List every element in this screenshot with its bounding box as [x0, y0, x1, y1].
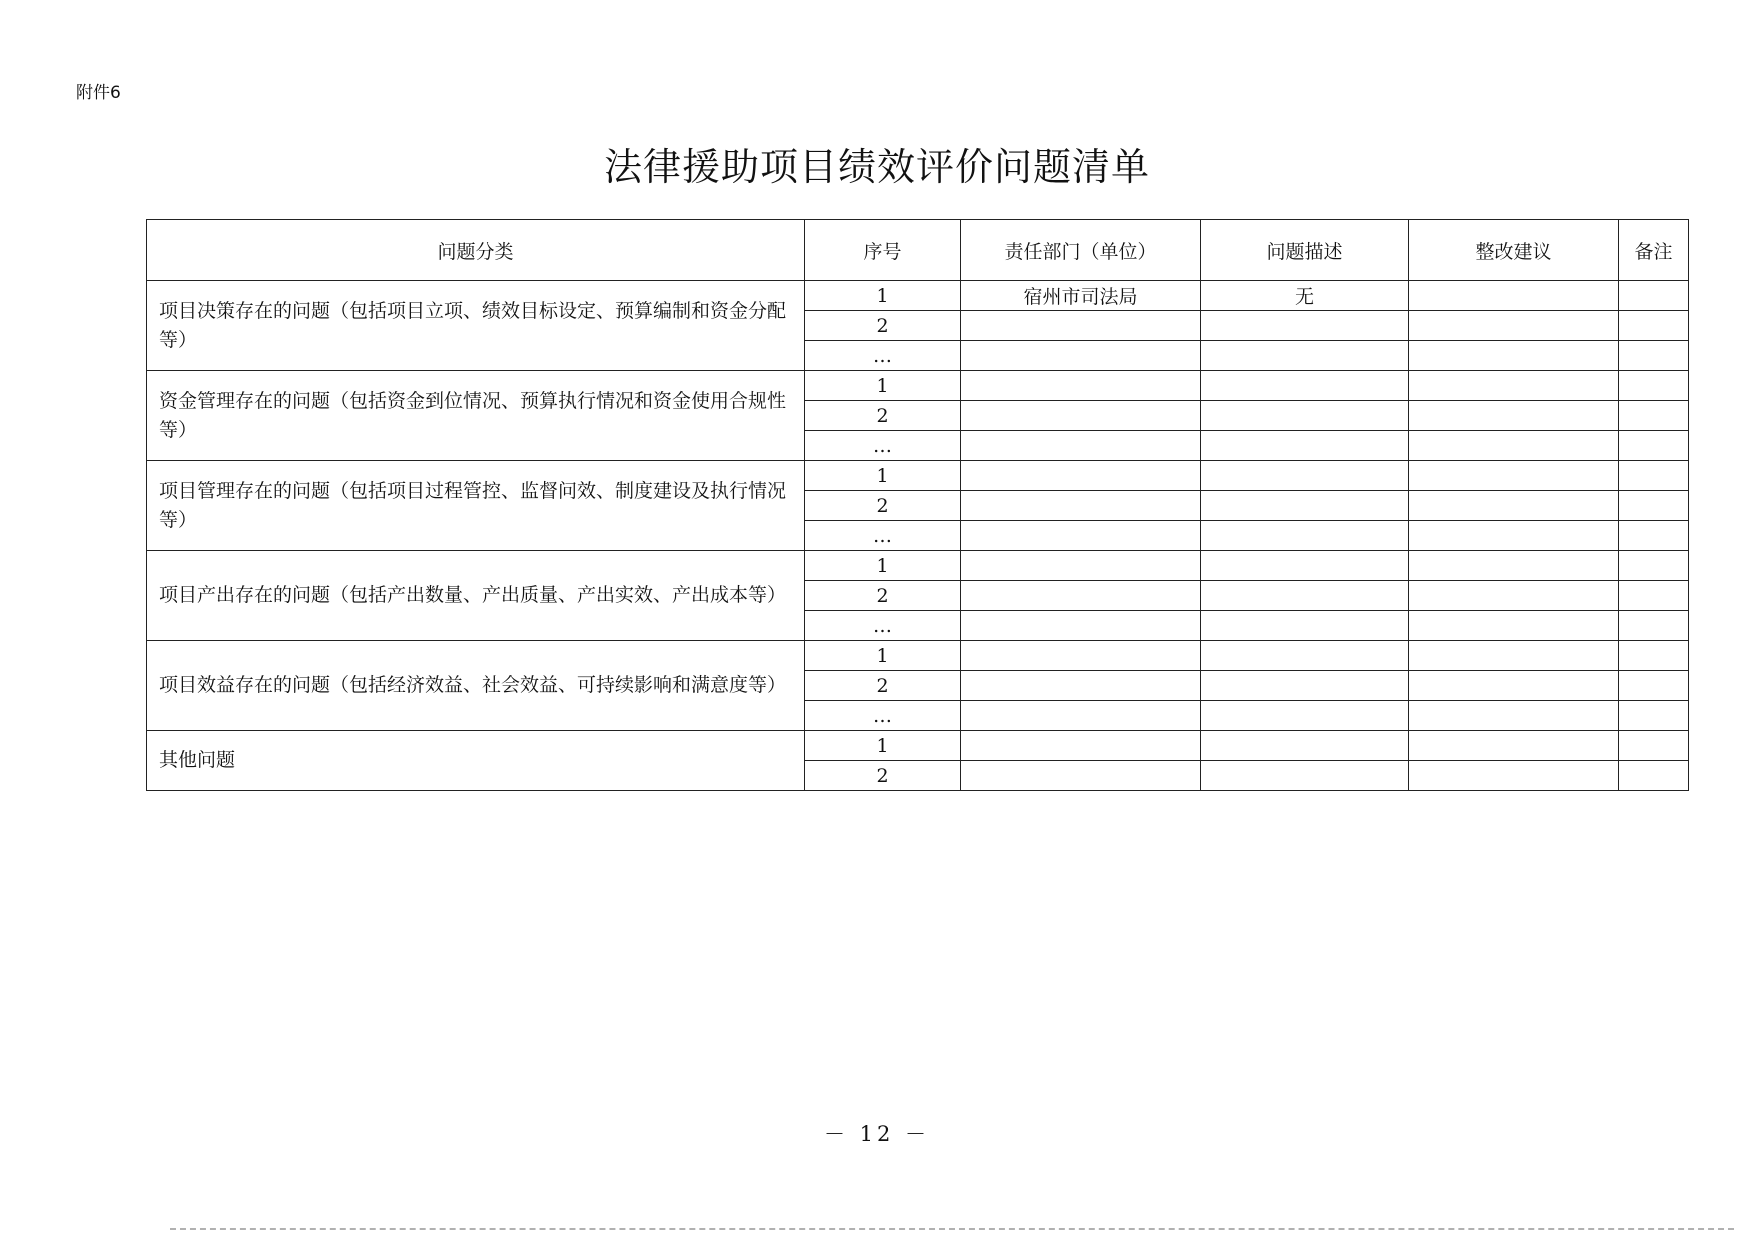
remark-cell	[1619, 761, 1689, 791]
suggestion-cell	[1409, 701, 1619, 731]
table-row	[147, 371, 1689, 401]
remark-cell	[1619, 311, 1689, 341]
table-row	[147, 551, 1689, 581]
seq-cell: 2	[805, 671, 961, 701]
table-header-row	[147, 220, 1689, 281]
suggestion-cell	[1409, 761, 1619, 791]
table-body	[147, 281, 1689, 791]
seq-cell: …	[805, 431, 961, 461]
header-seq: 序号	[805, 220, 961, 281]
department-cell	[961, 701, 1201, 731]
department-cell	[961, 311, 1201, 341]
header-remark: 备注	[1619, 220, 1689, 281]
department-cell	[961, 581, 1201, 611]
department-cell	[961, 671, 1201, 701]
seq-cell: …	[805, 701, 961, 731]
seq-cell: 1	[805, 731, 961, 761]
seq-cell: 2	[805, 761, 961, 791]
page-number: － 12 －	[823, 1122, 931, 1146]
header-department: 责任部门（单位）	[961, 220, 1201, 281]
suggestion-cell	[1409, 461, 1619, 491]
description-cell	[1201, 461, 1409, 491]
seq-cell: 1	[805, 461, 961, 491]
department-cell	[961, 341, 1201, 371]
description-cell	[1201, 311, 1409, 341]
suggestion-cell	[1409, 671, 1619, 701]
suggestion-cell	[1409, 641, 1619, 671]
suggestion-cell	[1409, 311, 1619, 341]
description-cell	[1201, 341, 1409, 371]
remark-cell	[1619, 551, 1689, 581]
table-row	[147, 641, 1689, 671]
department-cell	[961, 761, 1201, 791]
department-cell	[961, 551, 1201, 581]
category-cell: 项目效益存在的问题（包括经济效益、社会效益、可持续影响和满意度等）	[147, 641, 805, 731]
header-suggestion: 整改建议	[1409, 220, 1619, 281]
seq-cell: …	[805, 341, 961, 371]
suggestion-cell	[1409, 551, 1619, 581]
department-cell	[961, 731, 1201, 761]
remark-cell	[1619, 431, 1689, 461]
category-cell: 项目管理存在的问题（包括项目过程管控、监督问效、制度建设及执行情况等）	[147, 461, 805, 551]
remark-cell	[1619, 641, 1689, 671]
suggestion-cell	[1409, 431, 1619, 461]
suggestion-cell	[1409, 581, 1619, 611]
issues-table	[146, 219, 1689, 791]
seq-cell: 1	[805, 281, 961, 311]
description-cell	[1201, 551, 1409, 581]
seq-cell: 2	[805, 401, 961, 431]
remark-cell	[1619, 371, 1689, 401]
category-cell: 项目产出存在的问题（包括产出数量、产出质量、产出实效、产出成本等）	[147, 551, 805, 641]
remark-cell	[1619, 491, 1689, 521]
remark-cell	[1619, 281, 1689, 311]
description-cell	[1201, 731, 1409, 761]
seq-cell: 1	[805, 371, 961, 401]
suggestion-cell	[1409, 281, 1619, 311]
category-cell: 项目决策存在的问题（包括项目立项、绩效目标设定、预算编制和资金分配等）	[147, 281, 805, 371]
department-cell	[961, 611, 1201, 641]
seq-cell: …	[805, 521, 961, 551]
department-cell	[961, 491, 1201, 521]
suggestion-cell	[1409, 371, 1619, 401]
department-cell	[961, 431, 1201, 461]
seq-cell: 2	[805, 581, 961, 611]
seq-cell: …	[805, 611, 961, 641]
description-cell	[1201, 701, 1409, 731]
seq-cell: 2	[805, 491, 961, 521]
remark-cell	[1619, 401, 1689, 431]
remark-cell	[1619, 341, 1689, 371]
description-cell	[1201, 371, 1409, 401]
description-cell	[1201, 431, 1409, 461]
table-row	[147, 281, 1689, 311]
remark-cell	[1619, 611, 1689, 641]
attachment-label: 附件6	[76, 83, 121, 103]
header-category: 问题分类	[147, 220, 805, 281]
seq-cell: 2	[805, 311, 961, 341]
description-cell	[1201, 641, 1409, 671]
seq-cell: 1	[805, 641, 961, 671]
description-cell	[1201, 521, 1409, 551]
suggestion-cell	[1409, 401, 1619, 431]
description-cell	[1201, 761, 1409, 791]
description-cell	[1201, 671, 1409, 701]
department-cell	[961, 401, 1201, 431]
remark-cell	[1619, 731, 1689, 761]
category-cell: 其他问题	[147, 731, 805, 791]
department-cell	[961, 521, 1201, 551]
suggestion-cell	[1409, 611, 1619, 641]
suggestion-cell	[1409, 731, 1619, 761]
department-cell	[961, 641, 1201, 671]
remark-cell	[1619, 521, 1689, 551]
description-cell	[1201, 581, 1409, 611]
remark-cell	[1619, 581, 1689, 611]
remark-cell	[1619, 701, 1689, 731]
table-row	[147, 461, 1689, 491]
description-cell	[1201, 491, 1409, 521]
page-title: 法律援助项目绩效评价问题清单	[603, 145, 1150, 189]
department-cell	[961, 461, 1201, 491]
remark-cell	[1619, 461, 1689, 491]
department-cell: 宿州市司法局	[961, 281, 1201, 311]
description-cell: 无	[1201, 281, 1409, 311]
description-cell	[1201, 611, 1409, 641]
suggestion-cell	[1409, 341, 1619, 371]
seq-cell: 1	[805, 551, 961, 581]
suggestion-cell	[1409, 491, 1619, 521]
category-cell: 资金管理存在的问题（包括资金到位情况、预算执行情况和资金使用合规性等）	[147, 371, 805, 461]
scan-artifact-line	[170, 1228, 1734, 1232]
header-description: 问题描述	[1201, 220, 1409, 281]
remark-cell	[1619, 671, 1689, 701]
suggestion-cell	[1409, 521, 1619, 551]
table-row	[147, 731, 1689, 761]
description-cell	[1201, 401, 1409, 431]
department-cell	[961, 371, 1201, 401]
